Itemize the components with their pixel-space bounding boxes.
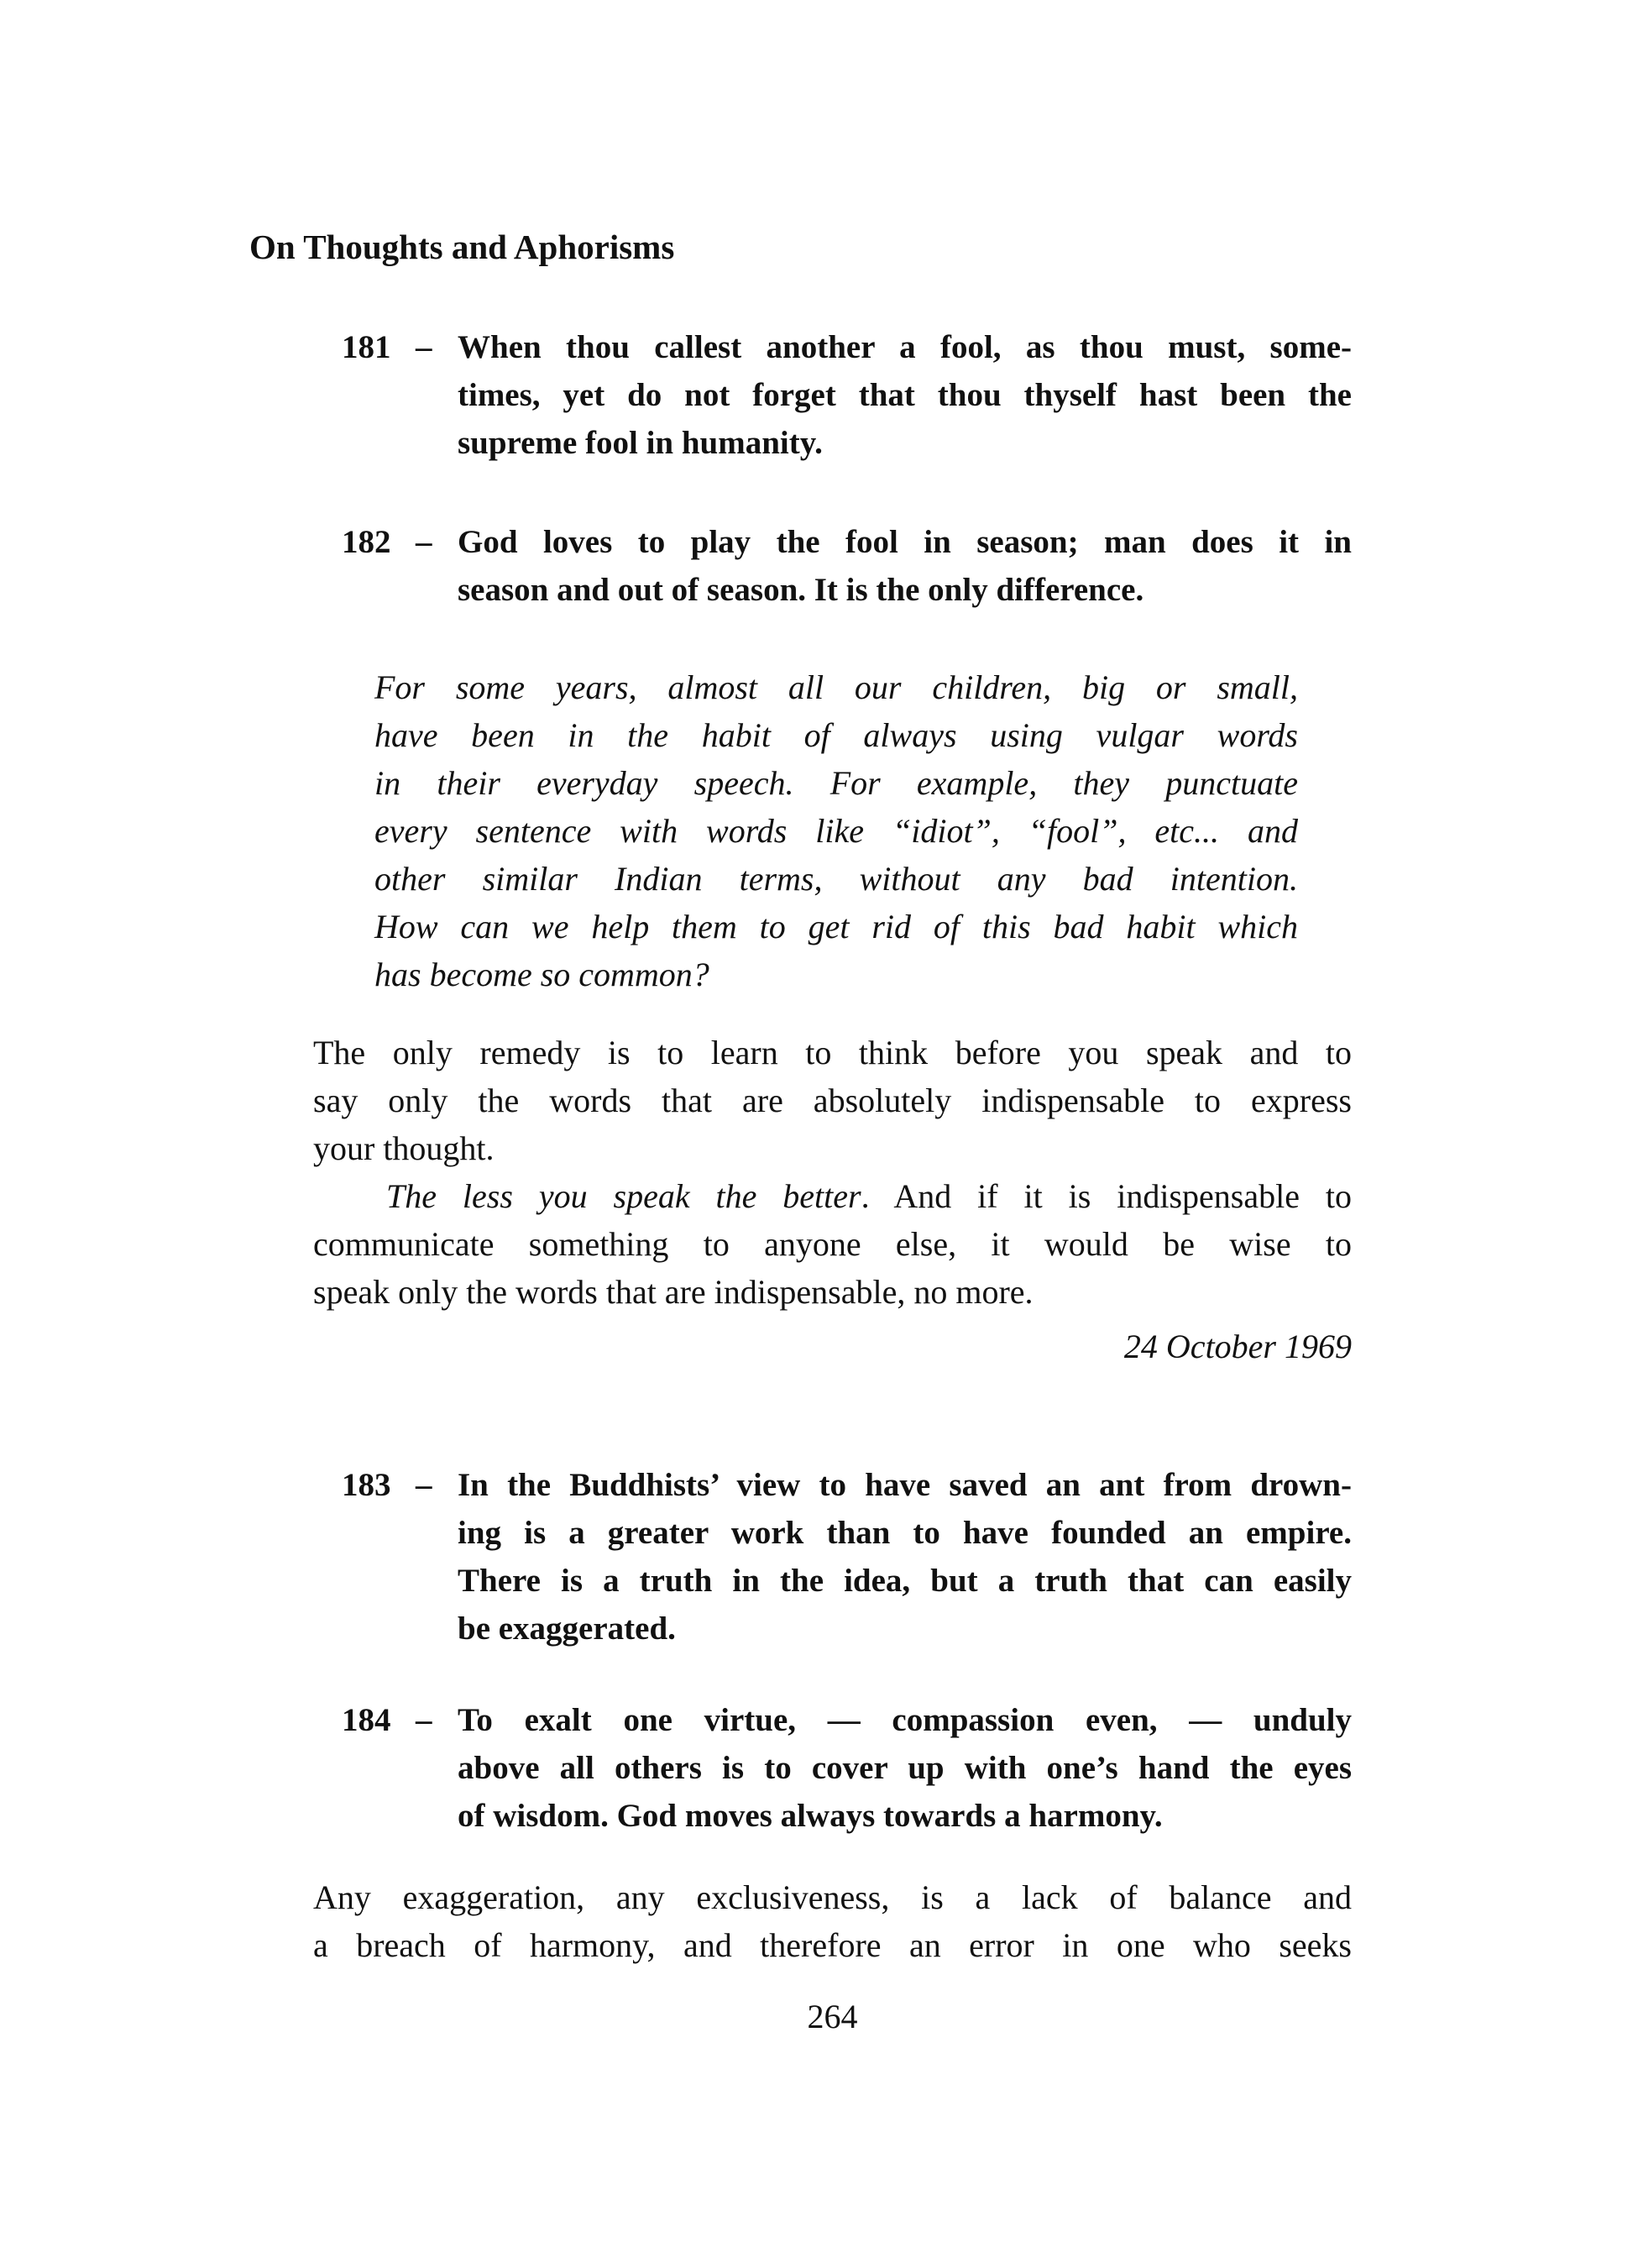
closing-paragraph (313, 1873, 1352, 1969)
text-line: your thought. (313, 1129, 495, 1167)
text-line: speak only the words that are indispensable, no more. (313, 1273, 1034, 1311)
aphorism-number: 184 (342, 1702, 391, 1738)
text-line: every sentence with words like “idiot”, “fool”, etc... and (374, 812, 1298, 850)
question-block (374, 663, 1298, 998)
aphorism-text (458, 1696, 1352, 1840)
text-line: In the Buddhists’ view to have saved an ant from drown- (458, 1467, 1352, 1503)
text-line: a breach of harmony, and therefore an error in one who seeks (313, 1926, 1352, 1964)
date-line: 24 October 1969 (1123, 1328, 1352, 1365)
text-line: To exalt one virtue, — compassion even, — unduly (458, 1702, 1352, 1738)
text-line: God loves to play the fool in season; man does it in (458, 524, 1352, 560)
text-line: of wisdom. God moves always towards a harmony. (458, 1798, 1163, 1834)
text-line: say only the words that are absolutely indispensable to express (313, 1082, 1352, 1119)
aphorism-dash: – (416, 1702, 432, 1738)
text-line: supreme fool in humanity. (458, 425, 823, 461)
aphorism-dash: – (416, 524, 432, 560)
aphorism-text (458, 1461, 1352, 1653)
page-number: 264 (807, 1998, 858, 2035)
aphorism-181 (313, 323, 1352, 467)
text-line: other similar Indian terms, without any bad intention. (374, 860, 1298, 898)
aphorism-number: 182 (342, 524, 391, 560)
aphorism-dash: – (416, 329, 432, 365)
text-line: There is a truth in the idea, but a truth that can easily (458, 1563, 1352, 1599)
aphorism-number: 181 (342, 329, 391, 365)
aphorism-number: 183 (342, 1467, 391, 1503)
italic-lead-text: The less you speak the better (386, 1177, 861, 1215)
aphorism-182 (313, 518, 1352, 614)
text-line: ing is a greater work than to have founded an empire. (458, 1515, 1352, 1551)
text-line: season and out of season. It is the only difference. (458, 572, 1144, 608)
text-line: be exaggerated. (458, 1611, 676, 1647)
lead-rest-text: . And if it is indispensable to (861, 1177, 1352, 1215)
text-line (313, 1172, 1352, 1220)
text-line: above all others is to cover up with one’s hand the eyes (458, 1750, 1352, 1786)
text-line: has become so common? (374, 956, 709, 993)
aphorism-184 (313, 1696, 1352, 1840)
aphorism-dash: – (416, 1467, 432, 1503)
text-line: How can we help them to get rid of this bad habit which (374, 908, 1298, 945)
text-line: When thou callest another a fool, as thou must, some- (458, 329, 1352, 365)
aphorism-text (458, 323, 1352, 467)
text-line: in their everyday speech. For example, they punctuate (374, 764, 1298, 802)
text-line: The only remedy is to learn to think before you speak and to (313, 1034, 1352, 1071)
answer-paragraph-2 (313, 1172, 1352, 1316)
text-line: have been in the habit of always using vulgar words (374, 716, 1298, 754)
text-line: For some years, almost all our children, big or small, (374, 668, 1298, 706)
text-line: times, yet do not forget that thou thyself hast been the (458, 377, 1352, 413)
answer-paragraph-1 (313, 1029, 1352, 1172)
aphorism-183 (313, 1461, 1352, 1653)
aphorism-text (458, 518, 1352, 614)
text-line: Any exaggeration, any exclusiveness, is a lack of balance and (313, 1878, 1352, 1916)
running-header: On Thoughts and Aphorisms (249, 228, 675, 266)
text-line: communicate something to anyone else, it would be wise to (313, 1225, 1352, 1263)
paragraph-continuation (313, 1220, 1352, 1316)
